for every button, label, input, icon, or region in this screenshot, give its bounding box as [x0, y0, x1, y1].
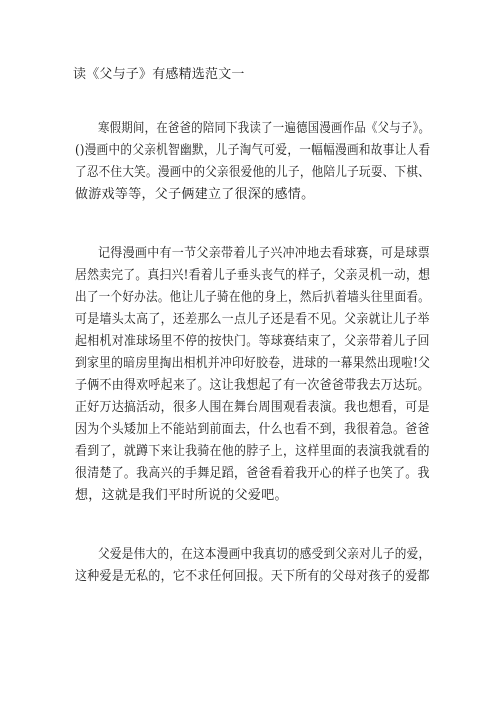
text-line: ()漫画中的父亲机智幽默，儿子淘气可爱，一幅幅漫画和故事让人看: [75, 143, 431, 158]
text-line: 居然卖完了。真扫兴!看着儿子垂头丧气的样子，父亲灵机一动，想: [75, 268, 431, 283]
text-line: 看到了，就蹲下来让我骑在他的脖子上，这样里面的表演我就看的: [75, 444, 430, 459]
text-line: 了忍不住大笑。漫画中的父亲很爱他的儿子，他陪儿子玩耍、下棋、: [75, 165, 431, 180]
text-line: 想，这就是我们平时所说的父爱吧。: [75, 488, 288, 503]
text-line: 起相机对准球场里不停的按快门。等球赛结束了，父亲带着儿子回: [75, 334, 430, 349]
text-line: 到家里的暗房里掏出相机并冲印好胶卷，进球的一幕果然出现啦!父: [75, 356, 431, 371]
text-line: 做游戏等等，父子俩建立了很深的感情。: [75, 187, 315, 202]
text-line: 可是墙头太高了，还差那么一点儿子还是看不见。父亲就让儿子举: [75, 312, 430, 327]
text-line: 因为个头矮加上不能站到前面去，什么也看不到，我很着急。爸爸: [75, 422, 430, 437]
document-title: 读《父与子》有感精选范文一: [73, 67, 245, 82]
text-line: 父爱是伟大的，在这本漫画中我真切的感受到父亲对儿子的爱，: [98, 547, 431, 562]
text-line: 这种爱是无私的，它不求任何回报。天下所有的父母对孩子的爱都: [75, 569, 430, 584]
text-line: 出了一个好办法。他让儿子骑在他的身上，然后扒着墙头往里面看。: [75, 290, 431, 305]
text-line: 很清楚了。我高兴的手舞足蹈，爸爸看着我开心的样子也笑了。我: [75, 466, 430, 481]
text-line: 寒假期间，在爸爸的陪同下我读了一遍德国漫画作品《父与子》。: [98, 121, 431, 136]
text-line: 正好万达搞活动，很多人围在舞台周围观看表演。我也想看，可是: [75, 400, 430, 415]
text-line: 记得漫画中有一节父亲带着儿子兴冲冲地去看球赛，可是球票: [98, 246, 431, 261]
text-line: 子俩不由得欢呼起来了。这让我想起了有一次爸爸带我去万达玩。: [75, 378, 430, 393]
